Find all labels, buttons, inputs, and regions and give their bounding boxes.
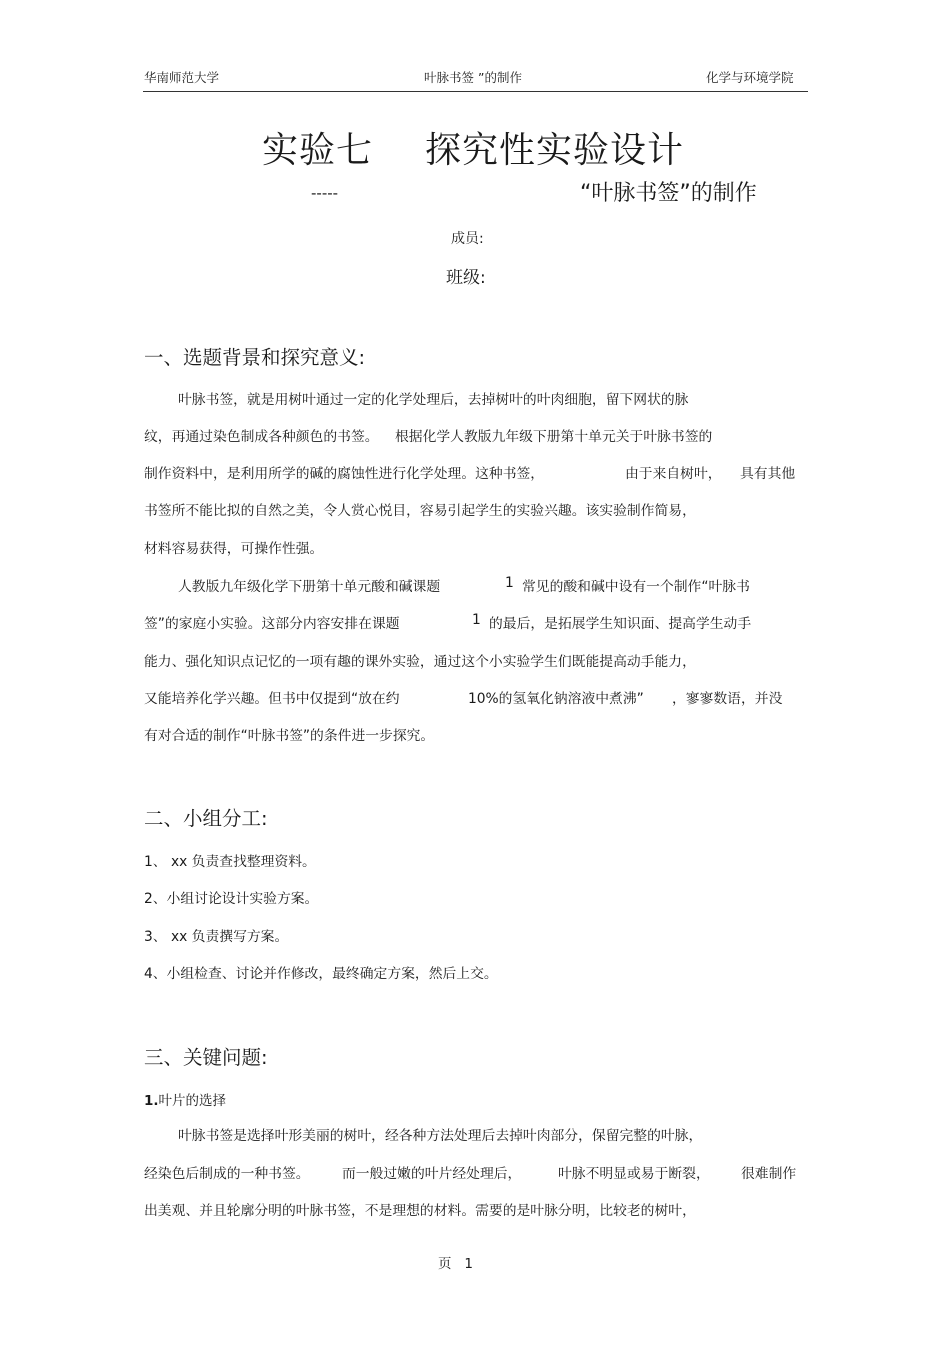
section-2-heading: 二、小组分工:: [144, 807, 268, 830]
title-part-2: 探究性实验设计: [425, 130, 685, 171]
header-left-text: 华南师范大学: [144, 70, 220, 85]
s3-line-3: 出美观、并且轮廓分明的叶脉书签，不是理想的材料。需要的是叶脉分明，比较老的树叶，: [144, 1203, 696, 1219]
s1-line-3c: 具有其他: [740, 466, 796, 482]
s2-item-4: 4、小组检查、讨论并作修改，最终确定方案，然后上交。: [144, 966, 498, 982]
s3-line-1: 叶脉书签是选择叶形美丽的树叶，经各种方法处理后去掉叶肉部分，保留完整的叶脉，: [178, 1128, 703, 1144]
s1-line-6c: 常见的酸和碱中设有一个制作“叶脉书: [522, 579, 750, 595]
s1-line-6a: 人教版九年级化学下册第十单元酸和碱课题: [178, 579, 441, 595]
s1-line-9b: 10%的氢氧化钠溶液中煮沸”: [468, 691, 644, 707]
s1-line-3a: 制作资料中，是利用所学的碱的腐蚀性进行化学处理。这种书签，: [144, 466, 545, 482]
s1-line-7a: 签”的家庭小实验。这部分内容安排在课题: [144, 616, 400, 632]
s1-line-9a: 又能培养化学兴趣。但书中仅提到“放在约: [144, 691, 400, 707]
s1-line-7c: 的最后，是拓展学生知识面、提高学生动手: [489, 616, 752, 632]
section-1-heading: 一、选题背景和探究意义:: [144, 346, 366, 369]
s3-sub-title: 叶片的选择: [158, 1093, 227, 1109]
members-label: 成员:: [451, 231, 484, 247]
s1-line-5: 材料容易获得，可操作性强。: [144, 541, 324, 557]
s3-sub-number: 1.: [144, 1093, 159, 1109]
page-title: [262, 122, 684, 173]
s1-line-8: 能力、强化知识点记忆的一项有趣的课外实验，通过这个小实验学生们既能提高动手能力，: [144, 654, 696, 670]
title-part-1: 实验七: [262, 130, 374, 171]
s1-line-7b: 1: [472, 612, 481, 628]
footer-label: 页: [438, 1256, 452, 1272]
s1-line-6b: 1: [505, 575, 514, 591]
s3-line-2b: 而一般过嫩的叶片经处理后，: [342, 1166, 522, 1182]
s3-line-2c: 叶脉不明显或易于断裂，: [558, 1166, 710, 1182]
s1-line-2b: 根据化学人教版九年级下册第十单元关于叶脉书签的: [395, 429, 713, 445]
header-right-text: 化学与环境学院: [706, 70, 794, 85]
page-number: 1: [464, 1256, 473, 1272]
page-footer: [438, 1252, 473, 1272]
s2-item-2: 2、小组讨论设计实验方案。: [144, 891, 319, 907]
s1-line-4: 书签所不能比拟的自然之美，令人赏心悦目，容易引起学生的实验兴趣。该实验制作简易，: [144, 503, 696, 519]
s2-item-1: 1、 xx 负责查找整理资料。: [144, 854, 316, 870]
s1-line-10: 有对合适的制作“叶脉书签”的条件进一步探究。: [144, 728, 435, 744]
s1-line-2a: 纹，再通过染色制成各种颜色的书签。: [144, 429, 379, 445]
s3-subheading: [144, 1089, 226, 1109]
s1-line-9c: ，寥寥数语，并没: [672, 691, 783, 707]
subtitle-dashes: -----: [311, 184, 339, 202]
s3-line-2d: 很难制作: [741, 1166, 797, 1182]
header-divider: [143, 91, 808, 92]
s3-line-2a: 经染色后制成的一种书签。: [144, 1166, 310, 1182]
class-label: 班级:: [446, 268, 486, 288]
s2-item-3: 3、 xx 负责撰写方案。: [144, 929, 289, 945]
subtitle-text: “叶脉书签”的制作: [580, 181, 757, 206]
s1-line-3b: 由于来自树叶，: [625, 466, 722, 482]
header-center-text: 叶脉书签 ”的制作: [424, 70, 522, 85]
section-3-heading: 三、关键问题:: [144, 1046, 268, 1069]
s1-line-1: 叶脉书签，就是用树叶通过一定的化学处理后，去掉树叶的叶肉细胞，留下网状的脉: [178, 392, 689, 408]
